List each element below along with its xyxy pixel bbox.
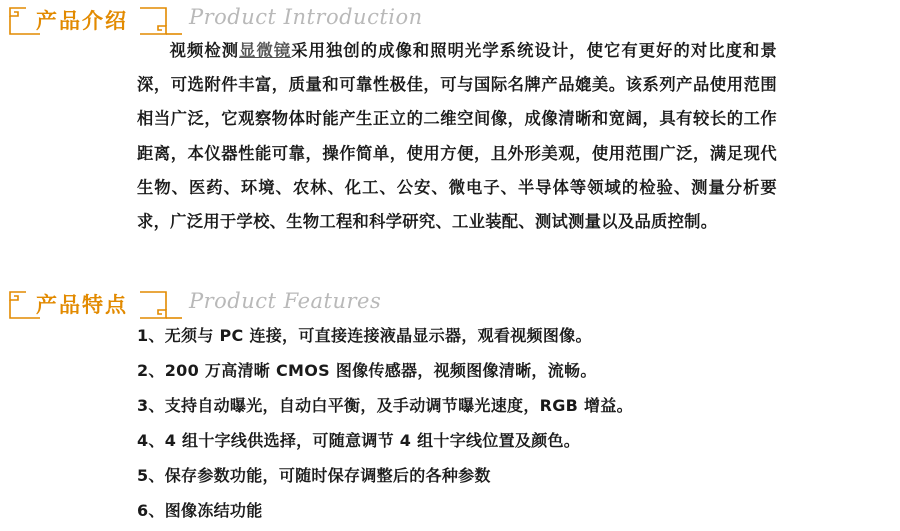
intro-text-rest: 采用独创的成像和照明光学系统设计，使它有更好的对比度和景深，可选附件丰富，质量和可靠性极佳，可与国际名牌产品媲美。该系列产品使用范围相当广泛，它观察物体时能产生正立的二维空间像，成像清晰和宽阔，具有较长的工作距离，本仪器性能可靠，操作简单，使用方便，且外形美观，使用范围广泛，满足现代生物、医药、环境、农林、化工、公安、微电子、半导体等领域的检验、测量分析要求，广泛用于学校、生物工程和科学研究、工业装配、测试测量以及品质控制。: [137, 41, 778, 232]
feature-item: 6、图像冻结功能: [137, 501, 263, 520]
intro-paragraph: [137, 34, 777, 239]
feature-item: 2、200 万高清晰 CMOS 图像传感器，视频图像清晰，流畅。: [137, 361, 597, 380]
feature-item: 1、无须与 PC 连接，可直接连接液晶显示器，观看视频图像。: [137, 326, 592, 345]
feature-list: [137, 318, 633, 528]
feature-item: 5、保存参数功能，可随时保存调整后的各种参数: [137, 466, 491, 485]
section-title-features: 产品特点: [36, 293, 128, 317]
feature-item: 4、4 组十字线供选择，可随意调节 4 组十字线位置及颜色。: [137, 431, 581, 450]
section-subtitle-intro: Product Introduction: [189, 5, 423, 29]
feature-item: 3、支持自动曝光，自动白平衡，及手动调节曝光速度，RGB 增益。: [137, 396, 633, 415]
microscope-link[interactable]: 显微镜: [239, 41, 292, 60]
section-subtitle-features: Product Features: [189, 289, 382, 313]
section-title-intro: 产品介绍: [36, 9, 128, 33]
intro-text-start: 视频检测: [169, 41, 240, 60]
